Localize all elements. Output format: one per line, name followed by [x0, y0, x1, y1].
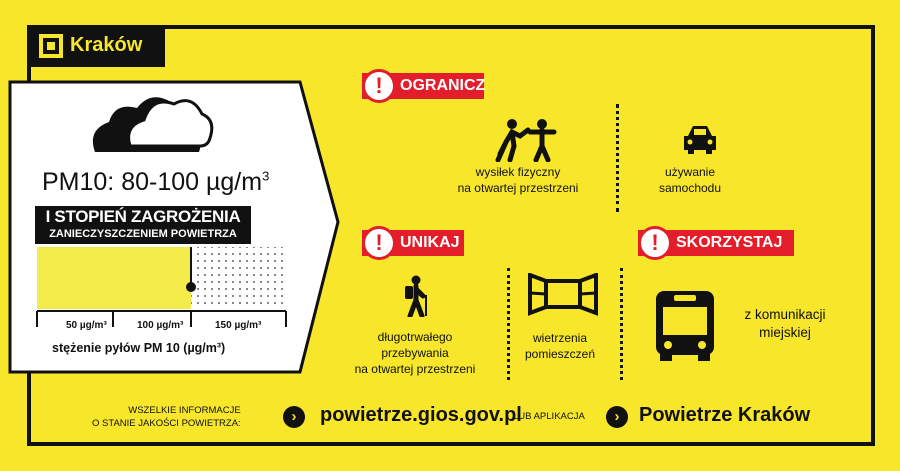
arrow-icon[interactable]: › — [606, 406, 628, 428]
unikaj-item2-caption: wietrzenia pomieszczeń — [524, 331, 596, 361]
skorzystaj-item1-caption: z komunikacji miejskiej — [744, 307, 826, 340]
hiker-icon — [400, 275, 432, 317]
exclamation-icon: ! — [362, 69, 396, 103]
or-app-text: LUB APLIKACJA — [513, 411, 585, 422]
warning-box — [35, 206, 251, 244]
bar-dotted-range — [191, 247, 286, 309]
tick-label: 150 µg/m³ — [215, 320, 262, 331]
ogranicz-item2-caption: używanie samochodu — [658, 165, 722, 195]
exclamation-icon: ! — [362, 226, 396, 260]
divider — [620, 268, 623, 380]
unikaj-badge: ! UNIKAJ — [362, 230, 464, 256]
scale-label: stężenie pyłów PM 10 (µg/m³) — [52, 341, 226, 355]
warning-line2: ZANIECZYSZCZENIEM POWIETRZA — [49, 228, 237, 240]
car-icon — [680, 122, 720, 156]
info-text: WSZELKIE INFORMACJE O STANIE JAKOŚCI POWIETRZA: — [92, 405, 241, 429]
brand-name: Kraków — [70, 34, 143, 56]
exclamation-icon: ! — [638, 226, 672, 260]
unikaj-item1-caption: długotrwałego przebywania na otwartej przestrzeni — [354, 330, 476, 376]
tick-label: 100 µg/m³ — [137, 320, 184, 331]
exercise-people-icon — [490, 118, 562, 162]
divider — [507, 268, 510, 380]
skorzystaj-badge: ! SKORZYSTAJ — [638, 230, 794, 256]
pm-title: PM10: 80-100 $\mu g/m^3$ — [42, 168, 270, 196]
divider — [616, 104, 619, 212]
app-link[interactable]: Powietrze Kraków — [639, 404, 811, 426]
bus-icon — [652, 287, 718, 363]
arrow-icon[interactable]: › — [283, 406, 305, 428]
gios-link[interactable]: powietrze.gios.gov.pl — [320, 404, 522, 426]
bar-fill-level — [37, 247, 191, 309]
warning-line1: I STOPIEŃ ZAGROŻENIA — [45, 207, 241, 226]
tick-label: 50 µg/m³ — [66, 320, 107, 331]
ogranicz-item1-caption: wysiłek fizyczny na otwartej przestrzeni — [457, 165, 579, 195]
ogranicz-badge: ! OGRANICZ — [362, 73, 484, 99]
window-icon — [528, 273, 598, 317]
